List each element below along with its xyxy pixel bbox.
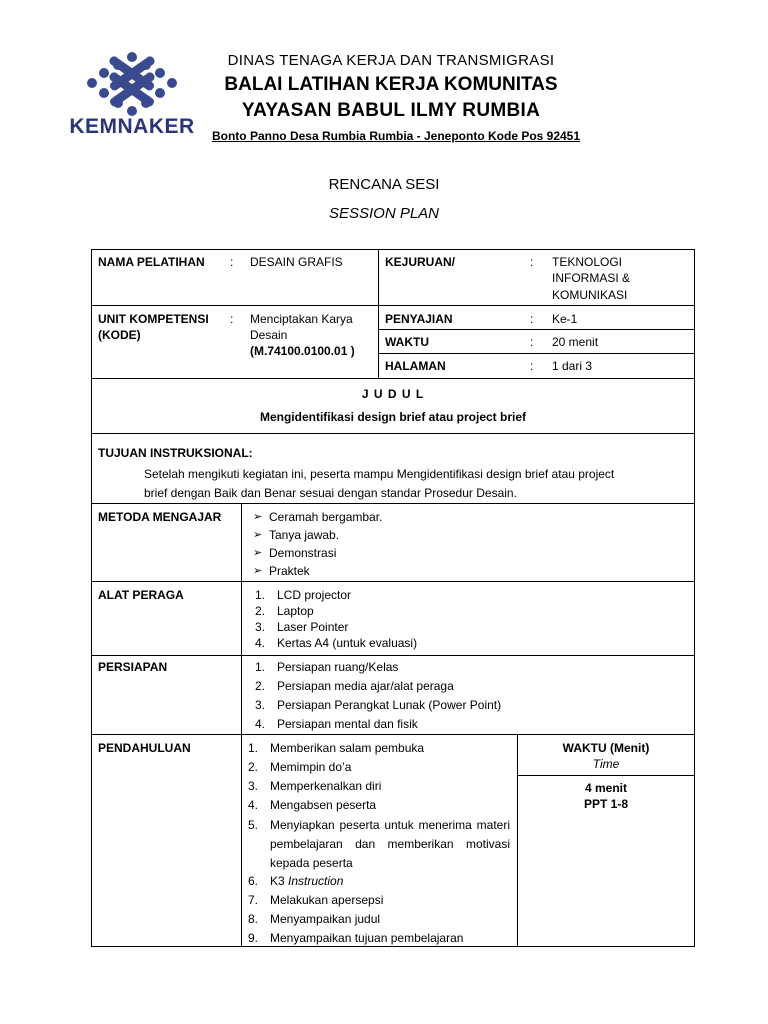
kejuruan-value-1: TEKNOLOGI [552, 255, 623, 269]
list-item: 3. Memperkenalkan diri [248, 779, 382, 793]
alat-label: ALAT PERAGA [98, 588, 184, 602]
metoda-item: ➢ Praktek [253, 562, 503, 580]
judul-label: J U D U L [361, 387, 425, 401]
list-item: 9. Menyampaikan tujuan pembelajaran [248, 931, 464, 945]
penyajian-label: PENYAJIAN [385, 312, 453, 326]
list-item: 4. Persiapan mental dan fisik [255, 717, 418, 731]
header-agency: DINAS TENAGA KERJA DAN TRANSMIGRASI [227, 52, 555, 69]
pendahuluan-waktu-value: 4 menit [584, 781, 627, 795]
waktu-label: WAKTU [385, 335, 429, 349]
logo-text: KEMNAKER [69, 115, 195, 138]
penyajian-value: Ke-1 [552, 312, 578, 326]
tujuan-label: TUJUAN INSTRUKSIONAL: [98, 446, 253, 460]
waktu-time-sub: Time [592, 757, 620, 771]
unit-value-1: Menciptakan Karya [250, 312, 353, 326]
list-item: 6. K3 Instruction [248, 874, 344, 888]
unit-kode-label: (KODE) [98, 328, 141, 342]
nama-colon: : [230, 255, 234, 269]
list-item: 1. Persiapan ruang/Kelas [255, 660, 399, 674]
kejuruan-value-2: INFORMASI & [552, 271, 631, 285]
kejuruan-label: KEJURUAN/ [385, 255, 456, 269]
metoda-label: METODA MENGAJAR [98, 510, 222, 524]
pendahuluan-list [248, 740, 510, 949]
unit-value-2: Desain [250, 328, 288, 342]
persiapan-label: PERSIAPAN [98, 660, 168, 674]
list-item: 2. Memimpin do’a [248, 760, 352, 774]
alat-list [255, 587, 555, 651]
tujuan-text-1: Setelah mengikuti kegiatan ini, peserta mampu Mengidentifikasi design brief atau project [144, 467, 615, 481]
metoda-item: ➢ Demonstrasi [253, 544, 503, 562]
doc-subtitle: SESSION PLAN [328, 205, 440, 222]
kejuruan-value-3: KOMUNIKASI [552, 288, 628, 302]
metoda-item: ➢ Ceramah bergambar. [253, 508, 503, 526]
halaman-colon: : [530, 359, 534, 373]
list-item: 3. Persiapan Perangkat Lunak (Power Point) [255, 698, 502, 712]
list-item: 5. Menyiapkan peserta untuk menerima materi pembelajaran dan memberikan motivasi kepada peserta [248, 818, 510, 870]
waktu-menit-header: WAKTU (Menit) [562, 741, 650, 755]
tujuan-text-2: brief dengan Baik dan Benar sesuai dengan standar Prosedur Desain. [144, 486, 517, 500]
unit-value-3: (M.74100.0100.01 ) [250, 344, 355, 358]
list-item: 8. Menyampaikan judul [248, 912, 381, 926]
unit-kompetensi-label: UNIT KOMPETENSI [98, 312, 209, 326]
halaman-value: 1 dari 3 [552, 359, 593, 373]
halaman-label: HALAMAN [385, 359, 446, 373]
judul-value: Mengidentifikasi design brief atau project brief [259, 410, 527, 424]
nama-pelatihan-value: DESAIN GRAFIS [250, 255, 343, 269]
waktu-value: 20 menit [552, 335, 599, 349]
kejuruan-colon: : [530, 255, 534, 269]
header-address: Bonto Panno Desa Rumbia Rumbia - Jeneponto Kode Pos 92451 [211, 129, 581, 143]
list-item: 1. LCD projector [255, 588, 352, 602]
list-item: 2. Persiapan media ajar/alat peraga [255, 679, 454, 693]
doc-title: RENCANA SESI [328, 176, 440, 193]
pendahuluan-label: PENDAHULUAN [98, 741, 191, 755]
unit-colon: : [230, 312, 234, 326]
list-item: 1. Memberikan salam pembuka [248, 741, 425, 755]
penyajian-colon: : [530, 312, 534, 326]
header-foundation: YAYASAN BABUL ILMY RUMBIA [241, 100, 541, 121]
metoda-list [253, 508, 503, 580]
list-item: 7. Melakukan apersepsi [248, 893, 384, 907]
nama-pelatihan-label: NAMA PELATIHAN [98, 255, 205, 269]
list-item: 4. Mengabsen peserta [248, 798, 377, 812]
persiapan-list [255, 659, 655, 735]
header-institution: BALAI LATIHAN KERJA KOMUNITAS [224, 74, 558, 95]
pendahuluan-ppt-value: PPT 1-8 [583, 797, 628, 811]
list-item: 2. Laptop [255, 604, 314, 618]
list-item: 4. Kertas A4 (untuk evaluasi) [255, 636, 418, 650]
list-item: 3. Laser Pointer [255, 620, 349, 634]
waktu-colon: : [530, 335, 534, 349]
metoda-item: ➢ Tanya jawab. [253, 526, 503, 544]
